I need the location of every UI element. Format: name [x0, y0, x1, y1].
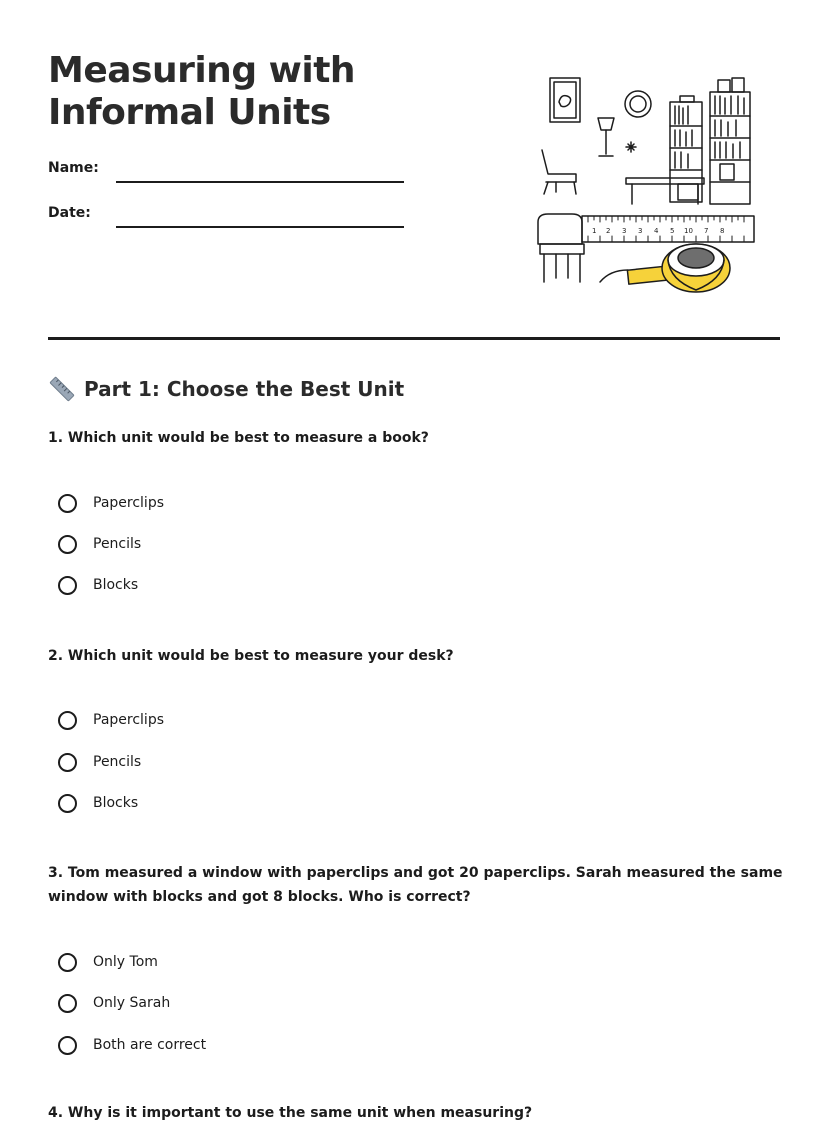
radio-button[interactable] — [58, 576, 77, 595]
measuring-tape-icon — [600, 244, 730, 292]
radio-button[interactable] — [58, 1036, 77, 1055]
name-field[interactable] — [48, 160, 408, 184]
date-label: Date: — [48, 205, 91, 221]
chair-icon — [542, 150, 576, 194]
radio-button[interactable] — [58, 994, 77, 1013]
name-label: Name: — [48, 160, 99, 176]
q3-option-both[interactable] — [58, 1033, 206, 1057]
svg-text:5: 5 — [670, 227, 675, 235]
mirror-icon — [625, 91, 651, 117]
lamp-icon — [598, 118, 614, 156]
tall-bookshelf-icon — [710, 78, 750, 204]
bookshelf-icon — [670, 96, 702, 202]
question-1: 1. Which unit would be best to measure a book? — [48, 430, 429, 446]
option-label: Paperclips — [93, 495, 164, 511]
radio-button[interactable] — [58, 953, 77, 972]
q1-option-blocks[interactable] — [58, 573, 138, 597]
radio-button[interactable] — [58, 494, 77, 513]
desk-icon — [626, 178, 704, 204]
section-divider — [48, 337, 780, 340]
plant-icon — [626, 142, 636, 152]
name-line[interactable] — [116, 181, 404, 183]
svg-text:8: 8 — [720, 227, 725, 235]
date-line[interactable] — [116, 226, 404, 228]
radio-button[interactable] — [58, 753, 77, 772]
date-field[interactable] — [48, 205, 408, 229]
option-label: Only Sarah — [93, 995, 171, 1011]
option-label: Blocks — [93, 795, 139, 811]
part1-heading — [48, 374, 404, 404]
svg-text:4: 4 — [654, 227, 659, 235]
room-furniture-illustration — [528, 72, 760, 294]
ruler-illustration — [582, 216, 754, 242]
svg-text:3: 3 — [622, 227, 627, 235]
q1-option-pencils[interactable] — [58, 532, 141, 556]
svg-text:10: 10 — [684, 227, 693, 235]
radio-button[interactable] — [58, 535, 77, 554]
q3-option-only-sarah[interactable] — [58, 991, 170, 1015]
option-label: Pencils — [93, 536, 142, 552]
q2-option-paperclips[interactable] — [58, 708, 164, 732]
armchair-icon — [538, 214, 584, 282]
option-label: Paperclips — [93, 712, 164, 728]
question-4: 4. Why is it important to use the same unit when measuring? — [48, 1105, 533, 1121]
q2-option-blocks[interactable] — [58, 791, 138, 815]
worksheet-title: Measuring with Informal Units — [48, 50, 356, 133]
ruler-icon — [48, 375, 76, 403]
option-label: Pencils — [93, 754, 142, 770]
svg-text:7: 7 — [704, 227, 709, 235]
radio-button[interactable] — [58, 794, 77, 813]
option-label: Only Tom — [93, 954, 158, 970]
q2-option-pencils[interactable] — [58, 750, 141, 774]
option-label: Blocks — [93, 577, 139, 593]
option-label: Both are correct — [93, 1037, 207, 1053]
q3-option-only-tom[interactable] — [58, 950, 158, 974]
part1-heading-text: Part 1: Choose the Best Unit — [84, 377, 405, 401]
svg-text:3: 3 — [638, 227, 643, 235]
question-2: 2. Which unit would be best to measure your desk? — [48, 648, 454, 664]
question-3: 3. Tom measured a window with paperclips and got 20 paperclips. Sarah measured the same window with blocks and got 8 blocks. Who is correct? — [48, 865, 783, 905]
svg-text:2: 2 — [606, 227, 611, 235]
picture-frame-icon — [550, 78, 580, 122]
radio-button[interactable] — [58, 711, 77, 730]
q1-option-paperclips[interactable] — [58, 491, 164, 515]
svg-text:1: 1 — [592, 227, 597, 235]
